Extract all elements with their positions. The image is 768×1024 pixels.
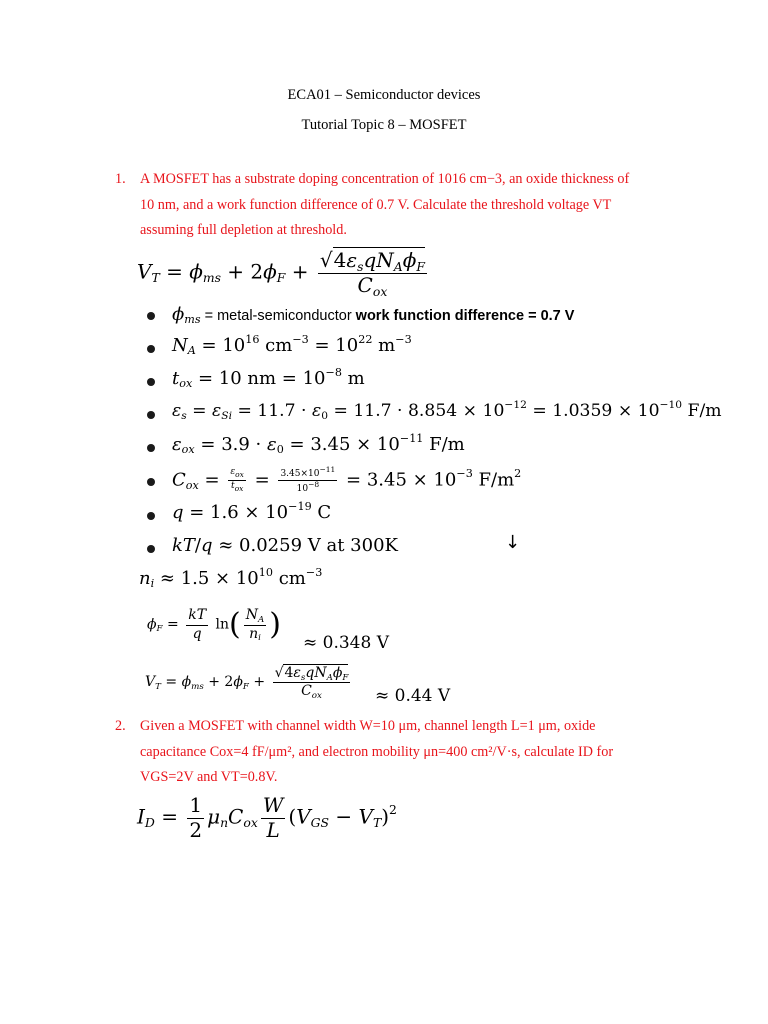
question-1-text [140,167,676,244]
bullet-phi-ms: ϕms = metal-semiconductor work function difference = 0.7 V [172,304,575,327]
question-2-text [140,714,676,791]
threshold-voltage-calculation: VT = ϕms + 2ϕF + $\frac{\text{√4εsqNAϕF}}{\text{Cox}}$ [145,665,349,701]
question-2-line-1: Given a MOSFET with channel width W=10 μm, channel length L=1 μm, oxide [140,718,596,734]
bullet-doping: NA = $10^{16}$ $cm^{-3} = 10^{22}$ $m^{-3}$ [172,332,412,358]
phi-ms-description: = metal-semiconductor [204,308,352,324]
fermi-potential-formula: ϕF = $\frac{kT}{q}$ ln( $\frac{NA}{ni}$ ) [147,607,281,644]
fermi-potential-result: ≈ 0.348 V [303,633,389,653]
bullet-dot [147,478,155,486]
phi-ms-value: work function difference = 0.7 V [355,308,575,324]
question-1-line-1: A MOSFET has a substrate doping concentration of 1016 cm−3, an oxide thickness of [140,171,630,187]
drain-current-formula: ID = $\frac{1}{2}$ μnCox $\frac{W}{L}$ (VGS − VT)$^2$ [137,793,397,842]
bullet-oxide-permittivity: $\varepsilon ox = 3.9 \cdot \varepsilon 0 = 3.45 \times 10^{-11}$ F/m [172,431,465,457]
document-topic-title: Tutorial Topic 8 – MOSFET [301,117,467,133]
document-course-title: ECA01 – Semiconductor devices [287,87,481,103]
question-1-number: 1. [115,171,126,187]
bullet-dot [147,411,155,419]
bullet-oxide-capacitance: Cox = $\frac{\varepsilon_{ox}}{t_{ox}}$ = $\frac{3.45\times 10^{-11}}{10^{-8}}$ = $3.45 \times 10^{-3}$ $F/m^2$ [172,465,522,495]
question-2-line-2: capacitance Cox=4 fF/μm², and electron mobility μn=400 cm²/V·s, calculate ID for [140,743,614,760]
bullet-dot [147,312,155,320]
bullet-thermal-voltage: kT/q ≈ 0.0259 V at 300K [172,535,398,556]
threshold-voltage-result: ≈ 0.44 V [375,686,451,706]
bullet-silicon-permittivity: $\varepsilon s = \varepsilon Si = 11.7 \cdot \varepsilon 0 = 11.7 \cdot 8.854 \times 10^{-12} = 1.0359 \times 10^{-10}$ F/m [172,398,722,423]
bullet-dot [147,444,155,452]
question-2-line-3: VGS=2V and VT=0.8V. [140,769,278,785]
thermal-voltage-tail: V at 300K [307,535,398,556]
bullet-electron-charge: $q = 1.6 \times 10^{-19}$ C [172,499,332,523]
bullet-dot [147,512,155,520]
intrinsic-concentration: ni ≈ $1.5 \times 10^{10}$ $cm^{-3}$ [139,565,323,591]
question-2-number: 2. [115,718,126,734]
question-1-line-2: 10 nm, and a work function difference of 0.7 V. Calculate the threshold voltage VT [140,196,612,213]
bullet-oxide-thickness: tox = 10 nm = $10^{-8}$ m [172,365,365,391]
bullet-dot [147,378,155,386]
bullet-dot [147,345,155,353]
bullet-dot [147,545,155,553]
arrow-down-icon[interactable]: ↓ [505,532,521,553]
threshold-voltage-formula: VT = ϕms + 2ϕF + $\frac{\text{√4εsqNAϕF}}{\text{Cox}}$ [137,248,425,299]
question-1-line-3: assuming full depletion at threshold. [140,222,347,238]
